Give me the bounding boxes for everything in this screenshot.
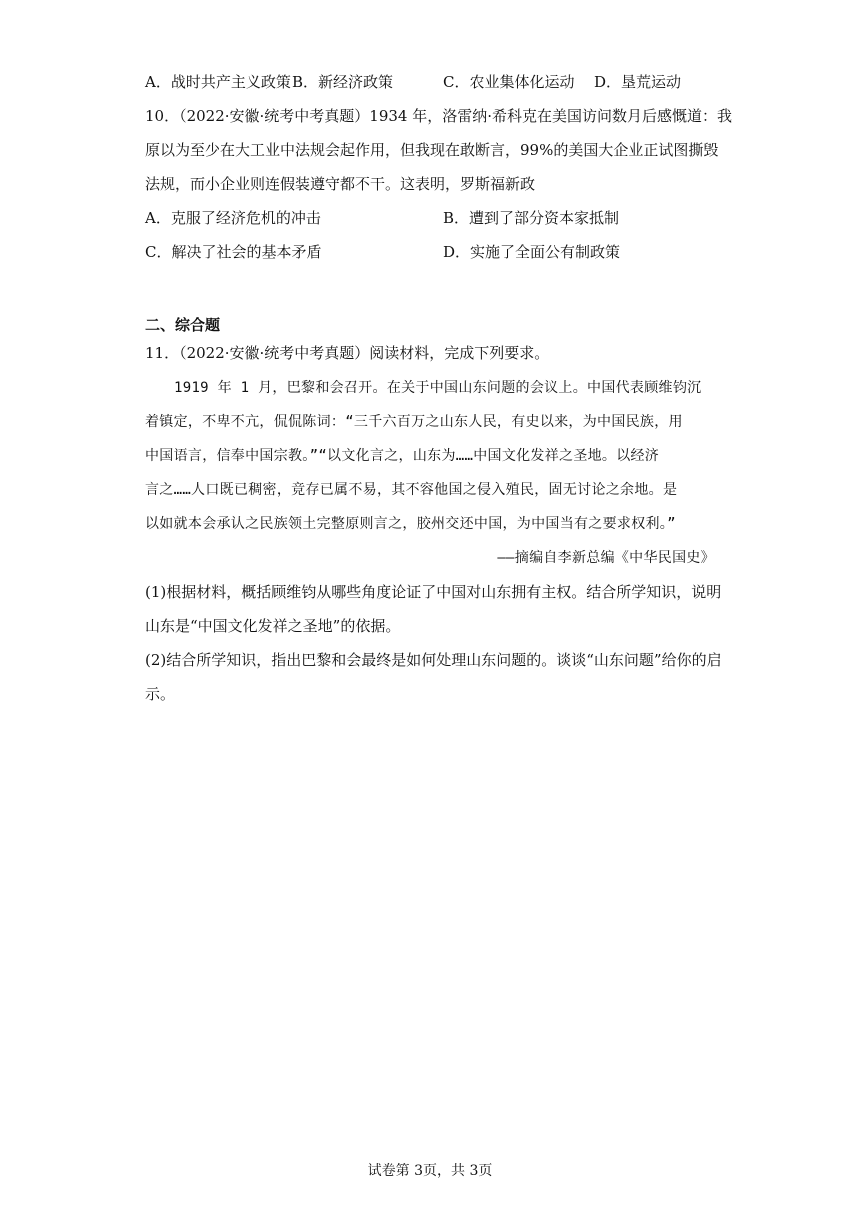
- q10-option-b: B．遭到了部分资本家抵制: [443, 209, 620, 227]
- q9-option-c: C．农业集体化运动: [443, 73, 575, 91]
- material-line: 以如就本会承认之民族领土完整原则言之，胶州交还中国，为中国当有之要求权利。”: [145, 516, 676, 532]
- q9-option-a: A．战时共产主义政策: [145, 73, 291, 91]
- q11-sub1-line: 山东是“中国文化发祥之圣地”的依据。: [145, 617, 401, 635]
- q11-sub2-line: 示。: [145, 685, 176, 703]
- q10-option-d: D．实施了全面公有制政策: [443, 243, 621, 261]
- section-title: 二、综合题: [145, 316, 221, 334]
- q10-line: 法规，而小企业则连假装遵守都不干。这表明，罗斯福新政: [145, 175, 536, 193]
- q11-sub1-line: (1)根据材料，概括顾维钧从哪些角度论证了中国对山东拥有主权。结合所学知识，说明: [145, 583, 722, 601]
- q10-line: 10．（2022·安徽·统考中考真题）1934 年，洛雷纳·希科克在美国访问数月后感慨道：我: [145, 107, 733, 125]
- material-line: 言之……人口既已稠密，竞存已属不易，其不容他国之侵入殖民，固无讨论之余地。是: [145, 482, 678, 498]
- q10-option-c: C．解决了社会的基本矛盾: [145, 243, 322, 261]
- q10-option-a: A．克服了经济危机的冲击: [145, 209, 321, 227]
- q9-option-b: B．新经济政策: [292, 73, 394, 91]
- page-footer: 试卷第 3页，共 3页: [367, 1163, 493, 1179]
- material-line: 1919 年 1 月，巴黎和会召开。在关于中国山东问题的会议上。中国代表顾维钧沉: [174, 380, 702, 396]
- material-line: 中国语言，信奉中国宗教。”“以文化言之，山东为……中国文化发祥之圣地。以经济: [145, 448, 660, 464]
- q10-line: 原以为至少在大工业中法规会起作用，但我现在敢断言，99%的美国大企业正试图撕毁: [145, 141, 719, 159]
- q9-option-d: D．垦荒运动: [594, 73, 682, 91]
- material-line: 着镇定，不卑不亢，侃侃陈词：“三千六百万之山东人民，有史以来，为中国民族，用: [145, 414, 683, 430]
- q11-stem: 11．（2022·安徽·统考中考真题）阅读材料，完成下列要求。: [145, 344, 550, 362]
- q11-sub2-line: (2)结合所学知识，指出巴黎和会最终是如何处理山东问题的。谈谈“山东问题”给你的启: [145, 651, 722, 669]
- material-source: ——摘编自李新总编《中华民国史》: [497, 550, 715, 566]
